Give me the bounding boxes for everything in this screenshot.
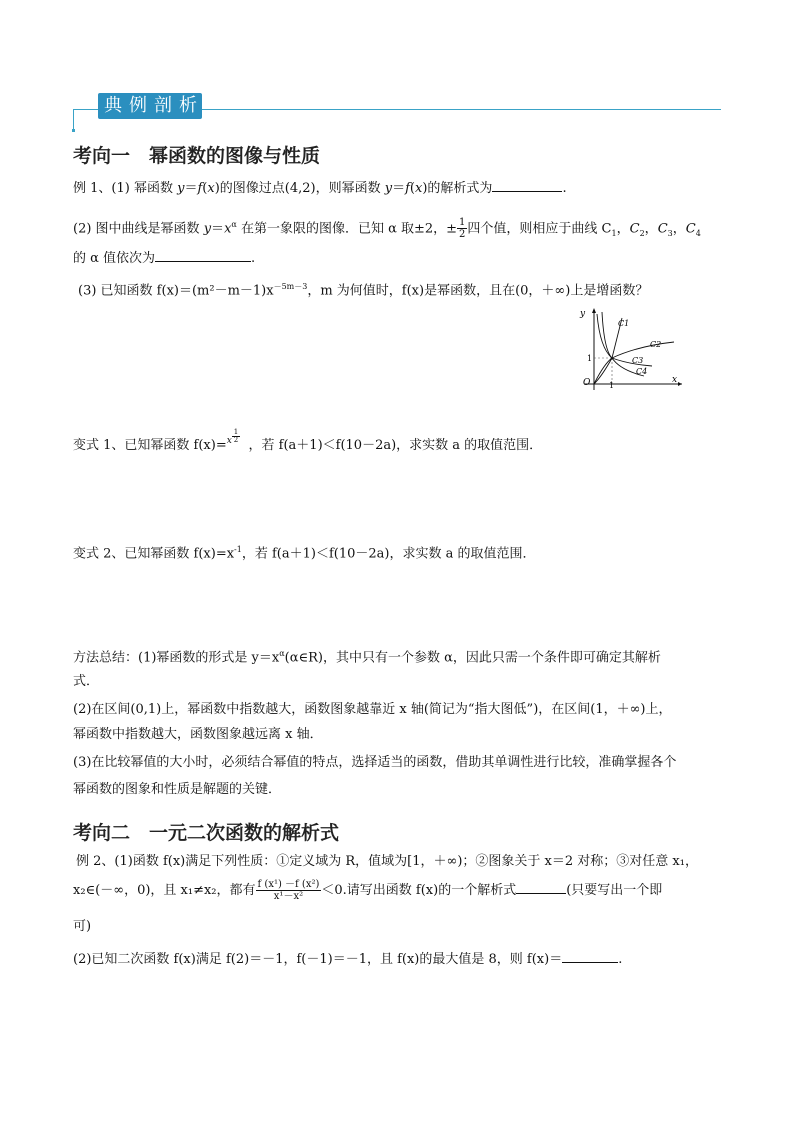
power-function-graph <box>578 302 688 390</box>
one-half-fraction: $\frac{1}{2}$ <box>459 217 466 241</box>
summary-1: 方法总结：(1)幂函数的形式是 $y=x^\alpha(\alpha\in R)$，其中只有一个参数 α，因此只需一个条件即可确定其解析 <box>73 649 661 666</box>
text: 的 α 值依次为 <box>73 251 156 266</box>
banner-char: 典 <box>104 95 122 116</box>
banner-tick <box>73 109 74 131</box>
example2-part1-line2 <box>73 879 662 902</box>
y-axis-label: y <box>580 309 586 319</box>
text: ，若 f(a＋1)＜f(10－2a)，求实数 a 的取值范围． <box>248 438 543 453</box>
text: (只要写出一个即 <box>566 883 663 898</box>
banner-dot <box>72 129 75 132</box>
text: (2) 图中曲线是幂函数 <box>73 221 204 237</box>
banner-label <box>98 93 202 119</box>
example2-part1: 例 2、(1)函数 f(x)满足下列性质：①定义域为 R，值域为[1，＋∞)；②图象关于 x＝2 对称；③对任意 x₁， <box>76 854 698 869</box>
banner-char: 析 <box>179 95 197 116</box>
x-axis-arrow <box>678 382 682 386</box>
text: . <box>618 952 623 967</box>
text: (α∈R)，其中只有一个参数 α，因此只需一个条件即可确定其解析 <box>284 650 661 666</box>
tick-y-1: 1 <box>587 354 593 363</box>
banner-char: 例 <box>129 95 147 116</box>
summary-2: (2)在区间(0,1)上，幂函数中指数越大，函数图象越靠近 x 轴(简记为“指大图低”)，在区间(1，＋∞)上， <box>73 702 672 717</box>
example1-part1: 例 1、(1) 幂函数 y＝f(x)的图像过点(4,2)，则幂函数 y＝f(x)的解析式为 . <box>73 181 567 196</box>
text: 方法总结：(1)幂函数的形式是 y＝x <box>73 650 280 666</box>
y-axis-arrow <box>592 308 596 313</box>
banner-char: 剖 <box>154 95 172 116</box>
exponent: －5m－3 <box>273 282 308 291</box>
example1-part3 <box>78 278 648 300</box>
text: (2)已知二次函数 f(x)满足 f(2)＝－1，f(－1)＝－1，且 f(x)的最大值是 8，则 f(x)＝ <box>73 952 563 967</box>
summary-3: (3)在比较幂值的大小时，必须结合幂值的特点，选择适当的函数，借助其单调性进行比较，准确掌握各个 <box>73 755 677 770</box>
exponent: -1 <box>234 545 242 554</box>
example2-part1-line3: 可) <box>73 919 92 934</box>
tick-x-1: 1 <box>609 381 615 390</box>
variant2 <box>73 541 536 563</box>
origin-label: O <box>583 378 591 388</box>
fraction-numerator: f (x¹) －f (x²) <box>257 879 320 890</box>
text: 的解析式为 <box>427 181 493 196</box>
text: ，若 f(a＋1)＜f(10－2a)，求实数 a 的取值范围． <box>241 546 536 562</box>
text: ，m 为何值时，f(x)是幂函数，且在(0，＋∞)上是增函数？ <box>307 283 649 299</box>
answer-blank[interactable] <box>562 962 618 963</box>
text: . <box>562 181 567 196</box>
text: 例 1、(1) 幂函数 <box>73 181 178 196</box>
example1-part2: (2) 图中曲线是幂函数 $y=x^\alpha$ 在第一象限的图像．已知 α 取±2，± $\frac{1}{2}$ 四个值，则相应于曲线 $C_1$，$C_2$，$C_3$，$C_4$ <box>73 217 701 241</box>
text: x₂∈(－∞，0)，且 x₁≠x₂，都有 <box>73 883 256 898</box>
example2-part2 <box>73 951 622 969</box>
text: . <box>251 251 256 266</box>
fraction-denominator: x¹－x² <box>273 891 304 902</box>
x-axis-label: x <box>672 375 678 385</box>
example1-part2-line2 <box>73 250 255 268</box>
difference-quotient <box>256 879 322 902</box>
summary-3-cont: 幂函数的图象和性质是解题的关键． <box>73 782 282 797</box>
text: ＜0.请写出函数 f(x)的一个解析式 <box>321 883 517 898</box>
variant1: 变式 1、已知幂函数 f(x)=$^x$ $\frac{1}{2}$ ，若 f(a＋1)＜f(10－2a)，求实数 a 的取值范围． <box>73 428 543 453</box>
answer-blank[interactable] <box>155 261 251 262</box>
summary-1-cont: 式． <box>73 674 100 689</box>
answer-blank[interactable] <box>516 893 566 894</box>
curve-label-c2: C2 <box>650 340 662 349</box>
text: 变式 1、已知幂函数 f(x)= <box>73 438 227 453</box>
curve-label-c4: C4 <box>636 367 648 376</box>
text: 变式 2、已知幂函数 f(x)=x <box>73 546 235 562</box>
curve-label-c3: C3 <box>632 356 644 365</box>
answer-blank[interactable] <box>492 191 562 192</box>
text: 四个值，则相应于曲线 C <box>467 221 612 237</box>
curve-label-c1: C1 <box>618 319 630 328</box>
section1-title: 考向一 幂函数的图像与性质 <box>73 145 321 167</box>
summary-2-cont: 幂函数中指数越大，函数图象越远离 x 轴． <box>73 727 323 742</box>
section2-title: 考向二 一元二次函数的解析式 <box>73 822 340 844</box>
exponent-fraction: $\frac{1}{2}$ <box>233 428 239 444</box>
text: 在第一象限的图像．已知 α 取±2，± <box>236 221 458 237</box>
text: 的图像过点(4,2)，则幂函数 <box>219 181 385 196</box>
text: (3) 已知函数 f(x)＝(m²－m－1)x <box>78 283 274 299</box>
